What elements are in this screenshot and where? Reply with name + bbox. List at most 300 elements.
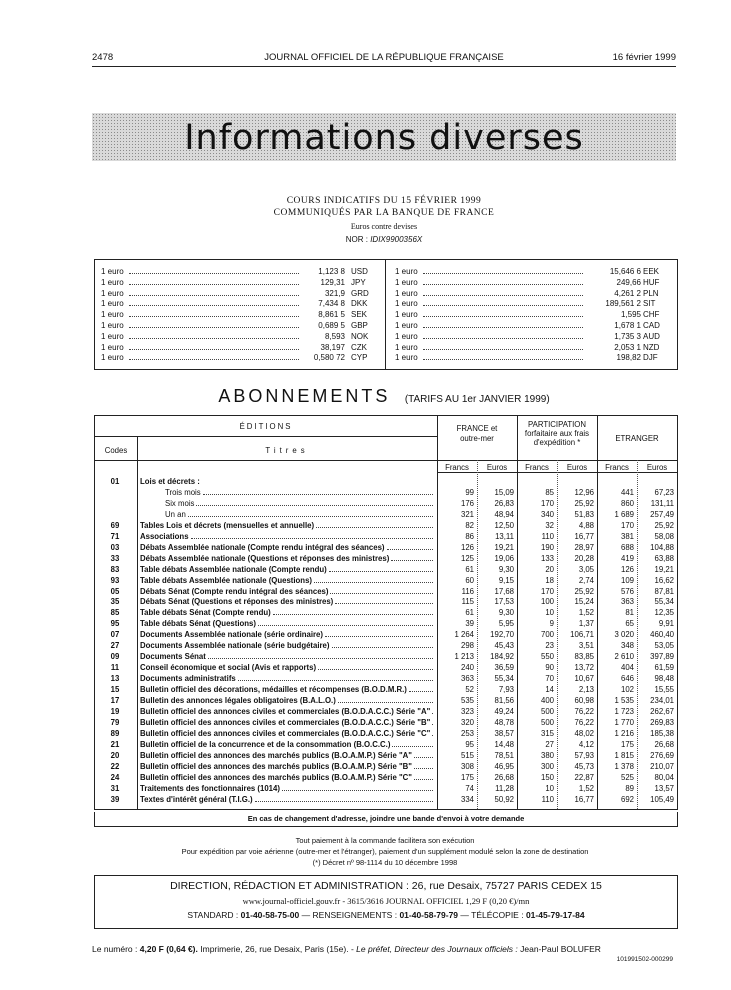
rate-value: 1,678 1 [614, 320, 641, 330]
row-value: 10 [545, 783, 554, 793]
rates-right-column [395, 267, 671, 364]
row-leader [414, 768, 433, 769]
row-value: 11,28 [495, 783, 514, 793]
row-value: 170 [540, 586, 554, 596]
row-value: 109 [620, 575, 634, 585]
row-value: 441 [620, 487, 634, 497]
row-value: 89 [625, 783, 634, 793]
row-value: 9,30 [498, 564, 514, 574]
rate-row [101, 332, 381, 343]
row-title: Textes d'intérêt général (T.I.G.) [140, 794, 253, 804]
rate-label: 1 euro [101, 320, 124, 330]
standard-number: 01-40-58-75-00 [240, 910, 300, 920]
row-title: Traitements des fonctionnaires (1014) [140, 783, 280, 793]
row-code: 05 [110, 586, 120, 596]
row-value: 53,05 [654, 641, 674, 651]
row-value: 85 [545, 487, 554, 497]
row-code: 22 [110, 761, 120, 771]
rate-leader [129, 349, 299, 350]
rate-currency: CZK [351, 342, 367, 352]
row-value: 98,48 [654, 674, 674, 684]
row-value: 102 [620, 685, 634, 695]
row-code: 07 [110, 630, 120, 640]
rate-row [101, 353, 381, 364]
row-value: 1,37 [578, 619, 594, 629]
row-value: 460,40 [650, 630, 674, 640]
row-title: Lois et décrets : [140, 477, 200, 486]
abonnements-subtitle: (TARIFS AU 1er JANVIER 1999) [404, 394, 550, 405]
row-leader [330, 593, 433, 594]
row-title: Bulletin officiel des annonces des marchés publics (B.O.A.M.P.) Série "C" [140, 772, 412, 782]
row-value: 20,28 [574, 553, 594, 563]
row-value: 1 535 [614, 696, 634, 705]
row-leader [432, 724, 433, 725]
row-code: 89 [110, 728, 120, 738]
row-value: 2 610 [614, 652, 634, 662]
telecopie-label: TÉLÉCOPIE : [471, 910, 524, 920]
row-value: 170 [540, 498, 554, 508]
row-value: 74 [465, 783, 474, 793]
table-row [95, 510, 677, 520]
row-title: Trois mois [165, 487, 201, 497]
rate-leader [129, 295, 299, 296]
row-value: 48,94 [494, 509, 514, 519]
row-value: 1 264 [454, 630, 474, 640]
rate-row [395, 343, 671, 354]
rates-divider [385, 260, 386, 369]
table-row [95, 740, 677, 750]
row-code: 85 [110, 608, 120, 618]
row-value: 9 [549, 619, 554, 629]
row-leader [318, 669, 433, 670]
rate-label: 1 euro [101, 353, 124, 363]
row-value: 9,91 [658, 619, 674, 629]
row-leader [387, 549, 433, 550]
row-leader [208, 658, 433, 659]
row-leader [414, 757, 433, 758]
row-value: 525 [620, 772, 634, 782]
row-value: 3,51 [578, 641, 594, 651]
row-value: 13,11 [495, 531, 514, 541]
rate-value: 321,9 [324, 288, 345, 298]
row-value: 13,57 [654, 783, 674, 793]
row-value: 700 [540, 630, 554, 640]
header-editions: ÉDITIONS [239, 422, 293, 431]
row-value: 860 [620, 498, 634, 508]
row-leader [273, 614, 433, 615]
table-row [95, 707, 677, 717]
header-participation: PARTICIPATION forfaitaire aux frais d'expédition * [524, 420, 590, 447]
direction-web: www.journal-officiel.gouv.fr - 3615/3616 JOURNAL OFFICIEL 1,29 F (0,20 €)/mn [242, 896, 530, 906]
row-value: 76,22 [574, 717, 594, 727]
row-leader [432, 713, 433, 714]
row-value: 19,21 [494, 542, 514, 552]
row-value: 4,88 [578, 520, 594, 530]
row-value: 55,34 [654, 597, 674, 607]
row-value: 234,01 [650, 696, 674, 705]
row-value: 15,55 [654, 685, 674, 695]
page-footer [92, 944, 676, 954]
row-value: 100 [540, 597, 554, 607]
row-value: 190 [540, 542, 554, 552]
row-value: 550 [540, 652, 554, 662]
row-value: 308 [460, 761, 474, 771]
row-value: 131,11 [650, 498, 674, 508]
standard-label: STANDARD : [187, 910, 239, 920]
row-value: 363 [620, 597, 634, 607]
rates-left-column [101, 267, 381, 364]
row-value: 175 [460, 772, 474, 782]
row-value: 300 [540, 761, 554, 771]
row-value: 116 [461, 586, 474, 596]
rate-leader [423, 359, 583, 360]
row-value: 81,56 [494, 696, 514, 705]
telecopie-number: 01-45-79-17-84 [525, 910, 585, 920]
row-value: 535 [460, 696, 474, 705]
row-value: 48,78 [494, 717, 514, 727]
rate-currency: SEK [351, 310, 368, 320]
row-value: 363 [460, 674, 474, 684]
rate-label: 1 euro [101, 288, 124, 298]
abonnements-heading [92, 386, 676, 407]
table-row [95, 597, 677, 607]
imprimerie-text: Imprimerie, 26, rue Desaix, Paris (15e). - [200, 944, 354, 954]
row-value: 175 [620, 739, 634, 749]
row-value: 7,93 [498, 685, 514, 695]
nor-label: NOR : [345, 235, 368, 244]
rate-currency: USD [351, 267, 368, 276]
row-value: 76,22 [574, 706, 594, 716]
note-line2: Pour expédition par voie aérienne (outre-mer et l'étranger), paiement d'un supplément modulé selon la zone de destination [181, 847, 589, 856]
table-row [95, 696, 677, 706]
row-value: 1 723 [614, 706, 634, 716]
table-row [95, 641, 677, 651]
rate-currency: EEK [643, 267, 660, 276]
row-value: 381 [620, 531, 634, 541]
row-title: Un an [165, 509, 186, 519]
row-value: 110 [541, 531, 554, 541]
row-value: 63,88 [654, 553, 674, 563]
row-leader [191, 538, 433, 539]
row-value: 19,06 [494, 553, 514, 563]
row-title: Documents Assemblée nationale (série budgétaire) [140, 641, 330, 651]
row-value: 500 [540, 706, 554, 716]
banner-title: Informations diverses [184, 118, 584, 158]
rate-row [101, 299, 381, 310]
row-leader [414, 779, 433, 780]
row-title: Débats Assemblée nationale (Compte rendu intégral des séances) [140, 542, 385, 552]
rate-leader [129, 284, 299, 285]
row-code: 31 [110, 783, 120, 793]
row-title: Conseil économique et social (Avis et rapports) [140, 663, 317, 673]
rate-leader [423, 273, 583, 274]
row-value: 12,96 [574, 487, 594, 497]
row-title: Débats Assemblée nationale (Questions et réponses des ministres) [140, 553, 390, 563]
row-code: 15 [110, 685, 120, 695]
direction-address: DIRECTION, RÉDACTION ET ADMINISTRATION : 26, rue Desaix, 75727 PARIS CEDEX 15 [170, 880, 602, 892]
row-value: 185,38 [650, 728, 674, 738]
row-value: 99 [465, 487, 474, 497]
row-code: 13 [110, 674, 120, 684]
row-value: 276,69 [650, 750, 674, 760]
row-value: 692 [620, 794, 634, 804]
row-value: 104,88 [650, 542, 674, 552]
row-value: 1 216 [614, 728, 634, 738]
row-value: 380 [540, 750, 554, 760]
rate-label: 1 euro [395, 288, 418, 298]
row-value: 36,59 [494, 663, 514, 673]
row-value: 49,24 [494, 706, 514, 716]
rate-currency: DJF [643, 353, 658, 363]
row-leader [282, 790, 433, 791]
row-value: 25,92 [574, 586, 594, 596]
row-value: 9,30 [498, 608, 514, 618]
row-value: 106,71 [570, 630, 594, 640]
row-value: 12,35 [654, 608, 674, 618]
row-value: 16,62 [654, 575, 674, 585]
row-value: 65 [625, 619, 634, 629]
renseignements-number: 01-40-58-79-79 [399, 910, 459, 920]
row-code: 24 [110, 772, 120, 782]
row-code: 83 [110, 564, 120, 574]
row-value: 321 [460, 509, 474, 519]
header-euros-2: Euros [566, 463, 588, 472]
row-value: 4,12 [578, 739, 594, 749]
row-title: Tables Lois et décrets (mensuelles et annuelle) [140, 520, 315, 530]
header-euros-3: Euros [646, 463, 668, 472]
rate-leader [129, 273, 299, 274]
rate-value: 8,593 [324, 331, 345, 341]
row-value: 48,02 [574, 728, 594, 738]
row-value: 1 378 [614, 761, 634, 771]
row-value: 26,68 [654, 739, 674, 749]
rate-leader [423, 327, 583, 328]
row-value: 298 [460, 641, 474, 651]
numero-label: Le numéro : [92, 944, 138, 954]
rate-value: 129,31 [320, 277, 345, 287]
row-title: Débats Sénat (Questions et réponses des ministres) [140, 597, 334, 607]
journal-title: JOURNAL OFFICIEL DE LA RÉPUBLIQUE FRANÇAISE [264, 52, 504, 63]
rate-value: 7,434 8 [318, 299, 345, 309]
row-leader [258, 625, 433, 626]
rate-leader [423, 316, 583, 317]
cours-line2: COMMUNIQUÉS PAR LA BANQUE DE FRANCE [273, 208, 495, 218]
row-value: 67,23 [654, 487, 674, 497]
row-value: 14 [545, 685, 554, 695]
row-value: 126 [620, 564, 634, 574]
row-leader [203, 494, 433, 495]
header-rule [92, 66, 676, 67]
row-value: 78,51 [494, 750, 514, 760]
row-value: 400 [540, 696, 554, 705]
abonnements-title: ABONNEMENTS [218, 386, 391, 406]
row-value: 262,67 [650, 706, 674, 716]
row-value: 45,73 [574, 761, 594, 771]
row-value: 646 [620, 674, 634, 684]
exchange-rates-box [94, 259, 678, 370]
row-title: Bulletin officiel des annonces des marchés publics (B.O.A.M.P.) Série "B" [140, 761, 412, 771]
row-value: 2,74 [578, 575, 594, 585]
row-value: 81 [625, 608, 634, 618]
row-code: 21 [110, 739, 120, 749]
header-titres: Titres [265, 446, 309, 455]
direction-box [94, 875, 678, 929]
table-row [95, 554, 677, 564]
row-value: 61,59 [654, 663, 674, 673]
rate-label: 1 euro [395, 299, 418, 309]
row-value: 23 [545, 641, 554, 651]
rate-label: 1 euro [101, 277, 124, 287]
cours-line3: Euros contre devises [350, 222, 418, 231]
row-value: 105,49 [650, 794, 674, 804]
rate-leader [423, 295, 583, 296]
row-title: Documents Assemblée nationale (série ordinaire) [140, 630, 323, 640]
rate-row [101, 267, 381, 278]
header-france: FRANCE et outre-mer [456, 424, 498, 443]
row-leader [255, 801, 433, 802]
rate-value: 189,561 2 [605, 299, 641, 309]
row-code: 17 [110, 696, 120, 705]
row-value: 2,13 [578, 685, 594, 695]
row-code: 35 [110, 597, 120, 607]
row-code: 11 [110, 663, 120, 673]
row-value: 5,95 [498, 619, 514, 629]
table-row [95, 784, 677, 794]
rate-row [101, 343, 381, 354]
rate-currency: NOK [351, 331, 369, 341]
row-leader [325, 636, 433, 637]
row-code: 19 [110, 706, 120, 716]
row-value: 61 [465, 564, 474, 574]
row-value: 170 [620, 520, 634, 530]
note-line3: (*) Décret nº 98-1114 du 10 décembre 1998 [312, 858, 458, 867]
table-row [95, 652, 677, 662]
row-value: 12,50 [494, 520, 514, 530]
table-row [95, 587, 677, 597]
row-title: Débats Sénat (Compte rendu intégral des séances) [140, 586, 329, 596]
row-value: 15,09 [494, 487, 514, 497]
header-francs-3: Francs [605, 463, 629, 472]
table-row [95, 630, 677, 640]
rate-value: 0,580 72 [313, 353, 345, 363]
row-value: 1,52 [578, 783, 594, 793]
table-row [95, 608, 677, 618]
rate-label: 1 euro [101, 342, 124, 352]
row-title: Bulletin des annonces légales obligatoires (B.A.L.O.) [140, 696, 336, 705]
abonnements-table [94, 415, 678, 810]
row-value: 60 [465, 575, 474, 585]
rate-label: 1 euro [101, 267, 124, 276]
row-leader [392, 746, 433, 747]
row-value: 1 770 [614, 717, 634, 727]
table-row [95, 543, 677, 553]
rate-leader [129, 327, 299, 328]
row-title: Bulletin officiel de la concurrence et de la consommation (B.O.C.C.) [140, 739, 391, 749]
row-value: 269,83 [650, 717, 674, 727]
row-code: 03 [110, 542, 120, 552]
header-francs-1: Francs [445, 463, 469, 472]
table-row [95, 619, 677, 629]
row-value: 315 [540, 728, 554, 738]
row-code: 27 [110, 641, 120, 651]
row-value: 210,07 [650, 761, 674, 771]
row-value: 17,68 [494, 586, 514, 596]
rate-label: 1 euro [395, 320, 418, 330]
row-leader [196, 505, 433, 506]
row-value: 25,92 [574, 498, 594, 508]
rate-currency: GBP [351, 320, 368, 330]
direction-phones: STANDARD : 01-40-58-75-00 — RENSEIGNEMENTS : 01-40-58-79-79 — TÉLÉCOPIE : 01-45-79-17-84 [187, 910, 585, 920]
rate-leader [423, 284, 583, 285]
rate-value: 0,689 5 [318, 320, 345, 330]
rate-currency: CAD [643, 320, 660, 330]
rate-row [395, 278, 671, 289]
row-value: 51,83 [574, 509, 594, 519]
print-code: 101991502-000299 [616, 956, 673, 963]
row-code: 71 [110, 531, 120, 541]
page-number: 2478 [92, 52, 114, 63]
issue-date: 16 février 1999 [612, 52, 676, 63]
rate-currency: NZD [643, 342, 660, 352]
row-value: 16,77 [574, 794, 594, 804]
row-value: 110 [541, 794, 554, 804]
rate-row [101, 321, 381, 332]
rate-value: 2,053 1 [614, 342, 641, 352]
rate-row [395, 299, 671, 310]
row-value: 404 [620, 663, 634, 673]
row-value: 38,57 [494, 728, 514, 738]
row-value: 90 [545, 663, 554, 673]
row-value: 115 [461, 597, 474, 607]
row-value: 61 [465, 608, 474, 618]
rate-row [395, 289, 671, 300]
rate-label: 1 euro [101, 310, 124, 320]
row-value: 500 [540, 717, 554, 727]
row-leader [314, 582, 433, 583]
row-value: 45,43 [494, 641, 514, 651]
row-value: 83,85 [574, 652, 594, 662]
row-value: 27 [545, 739, 554, 749]
row-leader [316, 527, 433, 528]
row-value: 14,48 [494, 739, 514, 749]
row-value: 334 [460, 794, 474, 804]
rate-currency: AUD [643, 331, 660, 341]
row-leader [335, 603, 433, 604]
row-leader [338, 702, 433, 703]
row-title: Six mois [165, 498, 195, 508]
row-value: 1 213 [454, 652, 474, 662]
row-value: 1 689 [614, 509, 634, 519]
row-code: 69 [110, 520, 120, 530]
rate-row [101, 278, 381, 289]
row-leader [432, 735, 433, 736]
row-value: 126 [460, 542, 474, 552]
rate-value: 8,861 5 [318, 310, 345, 320]
rate-value: 249,66 [616, 277, 641, 287]
rate-value: 198,82 [616, 353, 641, 363]
renseignements-label: RENSEIGNEMENTS : [312, 910, 398, 920]
row-title: Bulletin officiel des annonces civiles et commerciales (B.O.D.A.C.C.) Série "A" [140, 706, 431, 716]
table-row [95, 477, 677, 487]
rate-row [395, 310, 671, 321]
table-row [95, 532, 677, 542]
row-value: 18 [545, 575, 554, 585]
row-value: 1 815 [614, 750, 634, 760]
rate-value: 4,261 2 [614, 288, 641, 298]
row-value: 515 [460, 750, 474, 760]
row-value: 13,72 [574, 663, 594, 673]
table-row [95, 521, 677, 531]
